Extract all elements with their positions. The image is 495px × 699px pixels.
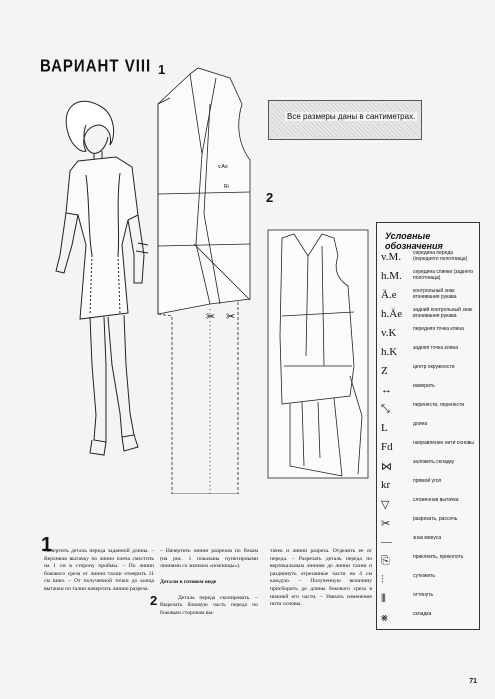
page-title: ВАРИАНТ VIII — [40, 56, 152, 77]
legend-text: складка — [413, 611, 432, 617]
legend-text: заложить складку — [413, 459, 455, 465]
legend-symbol: v.K — [381, 327, 397, 339]
legend-text: длина — [413, 421, 428, 427]
legend-text: передняя точка клина — [413, 326, 464, 332]
legend-symbol: kr — [381, 479, 391, 491]
legend-symbol: ⤡ — [381, 403, 390, 415]
legend-text: прямой угол — [413, 478, 442, 484]
legend-symbol: ⋈ — [381, 461, 392, 473]
legend-symbol: ⫶ — [381, 574, 384, 586]
legend-symbol: ⨳ — [381, 612, 388, 624]
legend-symbol: h.Äe — [381, 308, 403, 320]
instructions-col2-part-b: Деталь переда скопировать. – Вырезать боковую часть переда по боковым сторонам вы- — [160, 594, 258, 616]
finished-details-heading: Детали в готовом виде — [160, 578, 217, 585]
legend-text: разрезать, рассечь — [413, 516, 458, 522]
legend-symbol: ⦀ — [381, 593, 386, 605]
step-2-marker: 2 — [150, 593, 158, 608]
pattern-draft-1 — [150, 64, 260, 494]
dress-illustration — [20, 95, 155, 470]
step-1-marker: 1 — [41, 534, 53, 556]
legend-box — [376, 222, 480, 630]
draft-2-number: 2 — [266, 190, 274, 205]
ri-label: Ri — [224, 184, 229, 190]
size-note: Все размеры даны в сантиметрах. — [287, 112, 416, 121]
legend-symbol: h.K — [381, 346, 398, 358]
page-number: 71 — [469, 678, 477, 685]
svg-text:✂: ✂ — [226, 310, 236, 323]
instructions-column-1: Начертить деталь переда заданной длины. – Верхнюю вытачку по линии плеча сместить на 1 см в сторону проймы. – По линии бокового среза от линии талии отмерить 11 см вниз. – От полученной точки до конца вытачки по талии начертить линию разреза. — [44, 548, 154, 592]
svg-text:✂: ✂ — [206, 310, 216, 323]
legend-symbol: ▽ — [381, 499, 390, 511]
legend-symbol: Z — [381, 365, 388, 377]
legend-symbol: L — [381, 422, 388, 434]
instructions-column-2 — [160, 548, 258, 618]
legend-text: сложенная вытачка — [413, 497, 459, 503]
scissors-icon — [206, 310, 235, 323]
legend-symbol: ↔ — [381, 384, 392, 396]
legend-symbol: v.M. — [381, 251, 402, 263]
instructions-column-3: тачек и линии разреза. Отделить ее от переда. – Разрезать деталь переда по вертикальным линиям до линии талии и раздвинуть отрезанные части на 4 см каждую. – Полученную величину присборить до длины бокового среза в нижней его части. – Увязать изменение нити основы. — [270, 548, 372, 608]
vao-label: v.Ao — [218, 164, 228, 170]
legend-symbol: Fd — [381, 441, 393, 453]
legend-symbol: ⎘ — [381, 555, 390, 567]
legend-symbol: ✂ — [381, 518, 391, 530]
legend-text: сутюжить — [413, 573, 436, 579]
legend-text: знак минуса — [413, 535, 442, 541]
legend-title: Условные обозначения — [385, 231, 443, 251]
instructions-col2-part-a: – Начертить линии разрезов по бокам (на рис. 1 показаны пунктирными линиями со значком «ножницы»). — [160, 548, 258, 570]
legend-text: приклеить, приколоть — [413, 554, 464, 560]
legend-text: задний контрольный знак втачивания рукава — [413, 307, 473, 319]
legend-symbol: h.M. — [381, 270, 402, 282]
legend-text: центр окружности — [413, 364, 455, 370]
draft-1-number: 1 — [158, 62, 166, 77]
legend-text: контрольный знак втачивания рукава — [413, 288, 457, 300]
legend-text: середина спинки (заднего полотнища) — [413, 269, 474, 281]
legend-text: направление нити основы — [413, 440, 474, 446]
legend-text: перенести, перенести — [413, 402, 465, 408]
legend-text: задняя точка клина — [413, 345, 459, 351]
legend-symbol: Ä.e — [381, 289, 397, 301]
legend-symbol: — — [381, 536, 392, 548]
legend-text: середина переда (переднего полотнища) — [413, 250, 468, 262]
pattern-draft-2 — [262, 226, 372, 481]
legend-text: оттянуть — [413, 592, 434, 598]
legend-text: измерить — [413, 383, 435, 389]
size-note-box — [268, 100, 422, 140]
